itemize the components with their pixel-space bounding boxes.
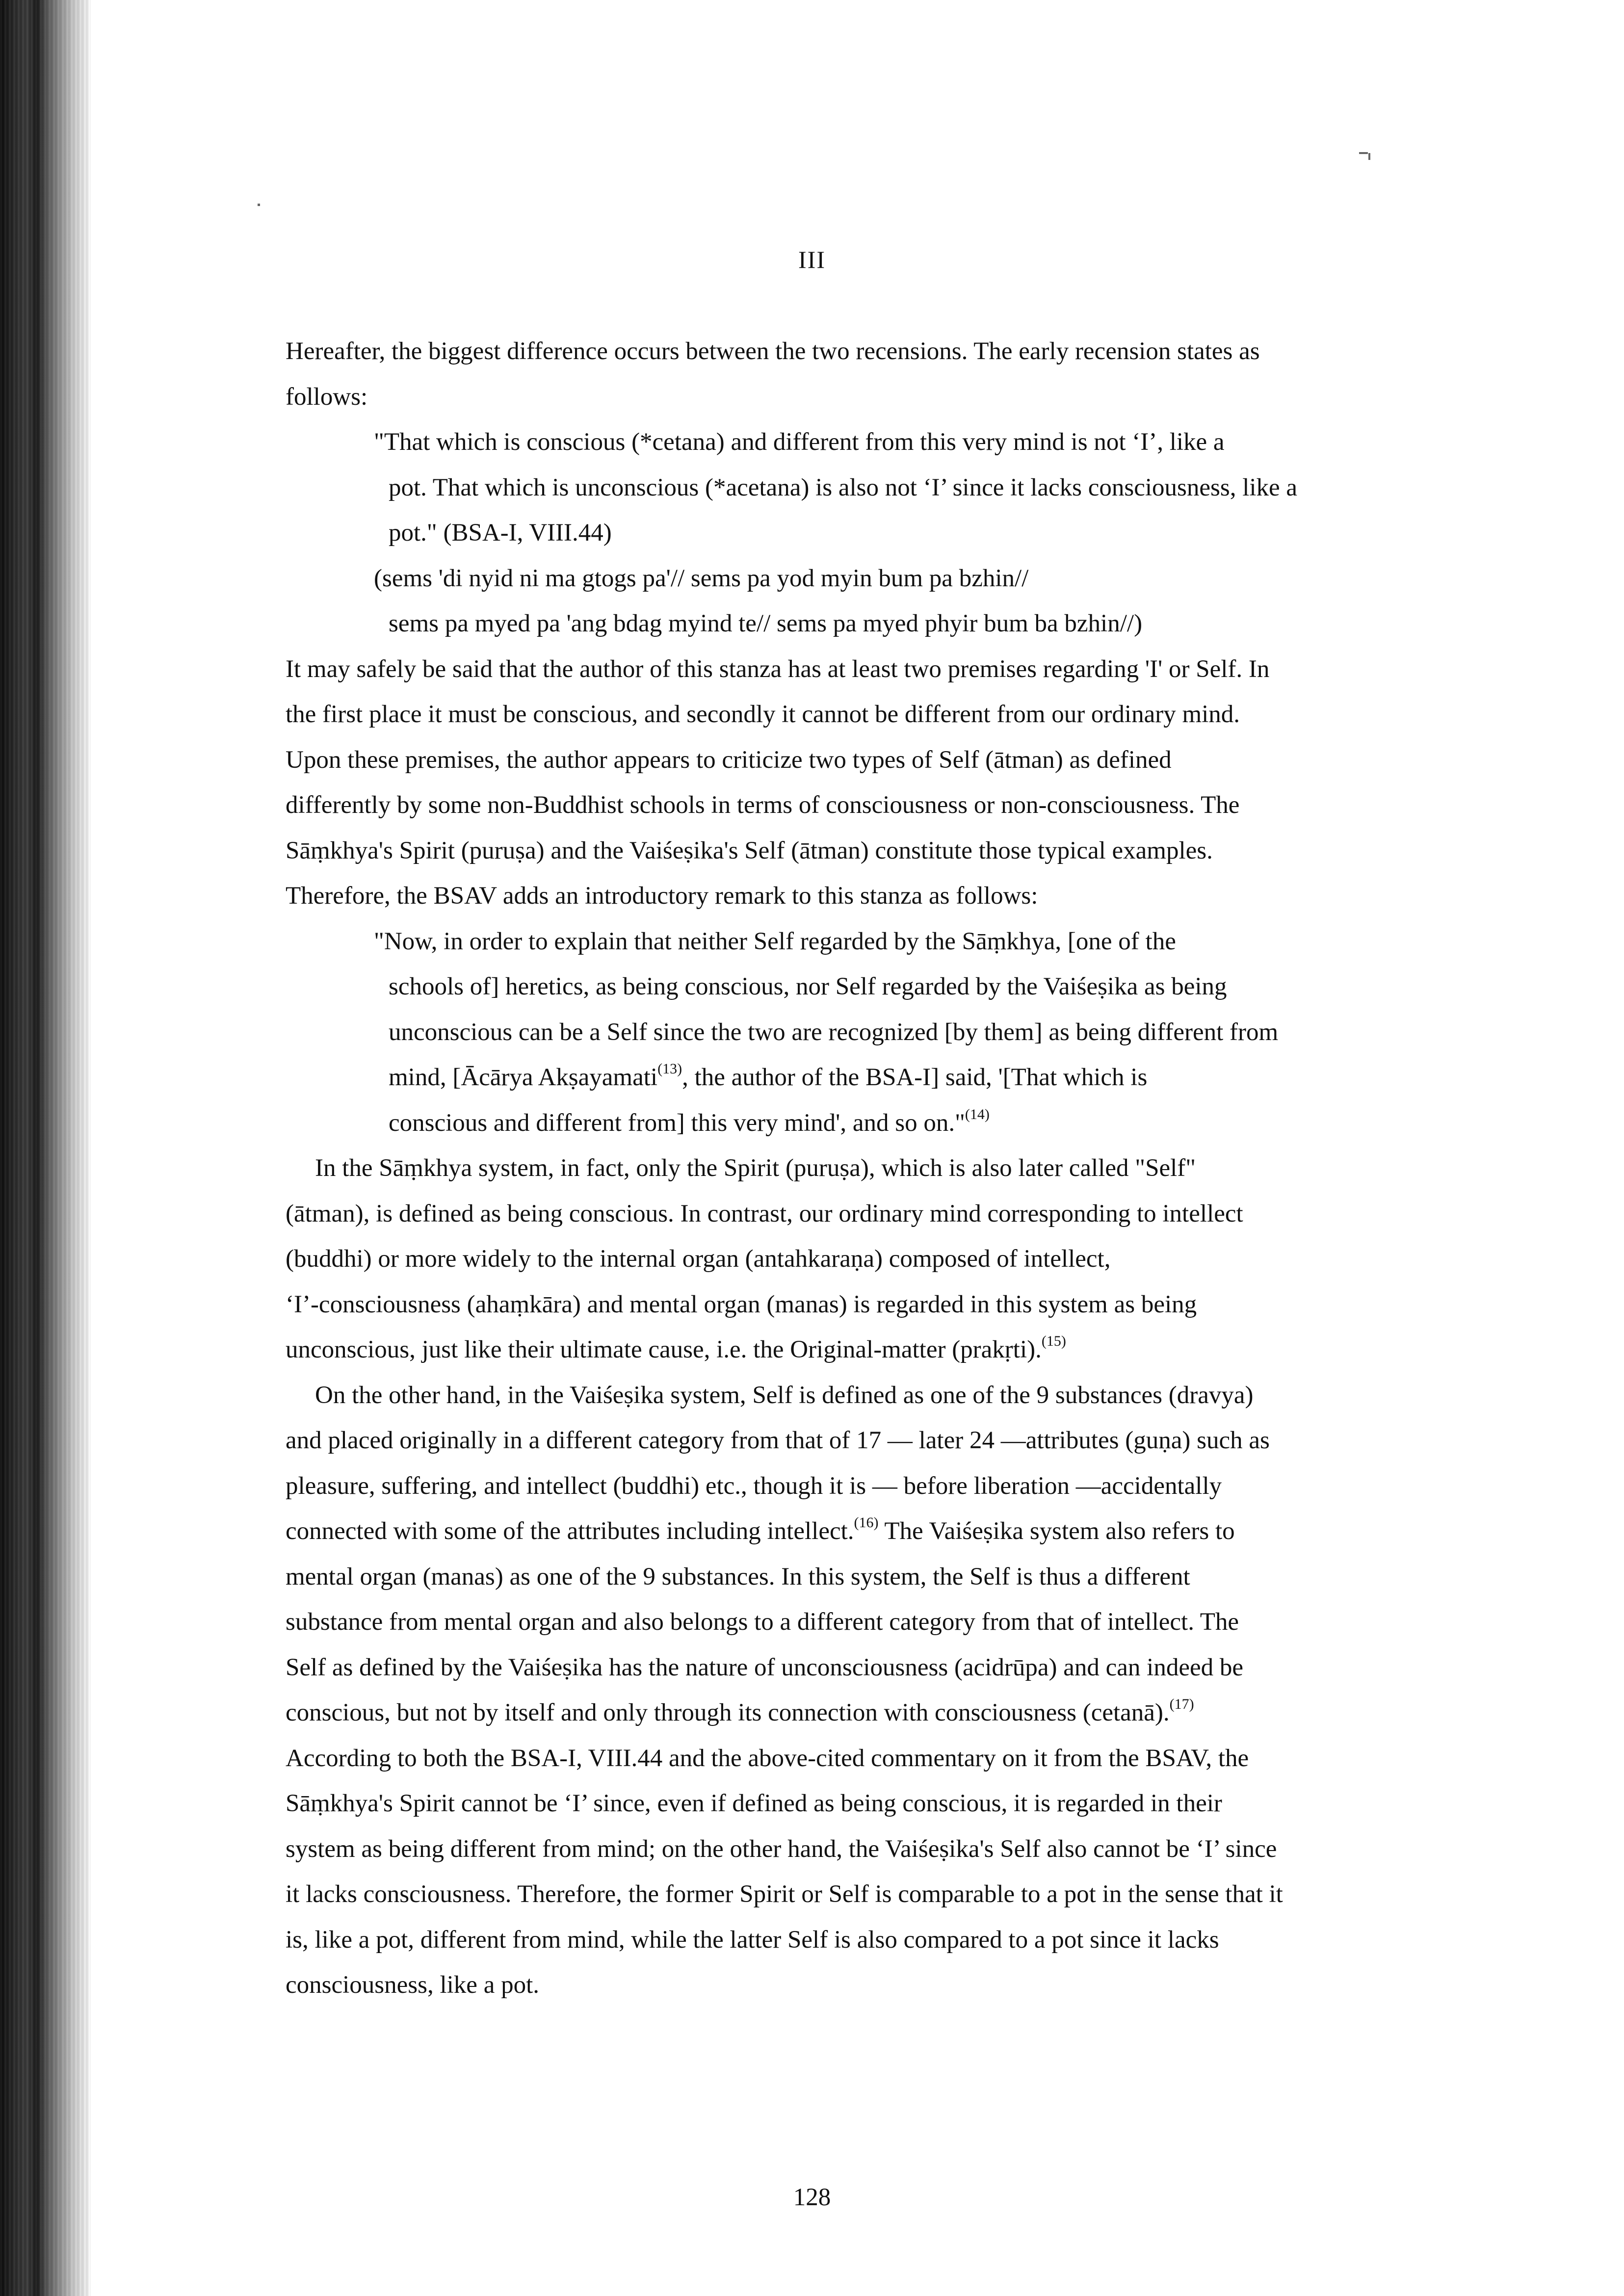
paragraph-samkhya (286, 1146, 1443, 1373)
footnote-ref: (14) (965, 1106, 990, 1122)
text-line: According to both the BSA-I, VIII.44 and the above-cited commentary on it from the BSAV, the (286, 1744, 1249, 1772)
text-line: and placed originally in a different category from that of 17 ― later 24 ―attributes (guṇa) such as (286, 1427, 1270, 1454)
text-line: Sāṃkhya's Spirit cannot be ‘I’ since, even if defined as being conscious, it is regarded in their (286, 1790, 1222, 1817)
text-line: pleasure, suffering, and intellect (buddhi) etc., though it is ― before liberation ―accidentally (286, 1472, 1222, 1500)
text-line: substance from mental organ and also belongs to a different category from that of intellect. The (286, 1608, 1239, 1636)
text-line: Therefore, the BSAV adds an introductory remark to this stanza as follows: (286, 882, 1038, 910)
page-body (286, 329, 1443, 2008)
text-span: unconscious, just like their ultimate cause, i.e. the Original-matter (prakṛti). (286, 1336, 1042, 1363)
text-line: Sāṃkhya's Spirit (puruṣa) and the Vaiśeṣika's Self (ātman) constitute those typical examples. (286, 836, 1213, 864)
text-span: connected with some of the attributes including intellect. (286, 1517, 854, 1545)
quote-bsav (286, 919, 1443, 1146)
text-line: mental organ (manas) as one of the 9 substances. In this system, the Self is thus a different (286, 1563, 1190, 1591)
text-span: conscious and different from] this very mind', and so on." (389, 1109, 965, 1137)
text-line: differently by some non-Buddhist schools in terms of consciousness or non-consciousness. The (286, 791, 1240, 819)
paragraph-premises (286, 647, 1443, 919)
text-span: The Vaiśeṣika system also refers to (878, 1517, 1235, 1545)
footnote-ref: (15) (1041, 1333, 1066, 1349)
text-span: conscious, but not by itself and only through its connection with consciousness (cetanā). (286, 1699, 1170, 1726)
text-line: ‘I’-consciousness (ahaṃkāra) and mental organ (manas) is regarded in this system as being (286, 1290, 1197, 1318)
scan-speck (258, 204, 260, 206)
scan-speck (1359, 152, 1368, 154)
text-line: (buddhi) or more widely to the internal organ (antahkaraṇa) composed of intellect, (286, 1245, 1111, 1273)
footnote-ref: (17) (1169, 1696, 1194, 1712)
text-line: is, like a pot, different from mind, while the latter Self is also compared to a pot since it lacks (286, 1926, 1219, 1954)
text-line (286, 1690, 1443, 1736)
paragraph-intro (286, 329, 1443, 419)
text-line: On the other hand, in the Vaiśeṣika system, Self is defined as one of the 9 substances (dravya) (315, 1381, 1254, 1409)
text-line: pot." (BSA-I, VIII.44) (389, 519, 612, 547)
text-line: sems pa myed pa 'ang bdag myind te// sems pa myed phyir bum ba bzhin//) (389, 610, 1143, 637)
text-line: Upon these premises, the author appears to criticize two types of Self (ātman) as defined (286, 746, 1172, 774)
text-line: consciousness, like a pot. (286, 1971, 539, 1999)
text-line: It may safely be said that the author of this stanza has at least two premises regarding 'I' or Self. In (286, 655, 1270, 683)
paragraph-vaisesika (286, 1373, 1443, 2008)
scan-binding-shadow (0, 0, 91, 2296)
text-line: follows: (286, 383, 368, 411)
text-span: , the author of the BSA-I] said, '[That which is (682, 1064, 1148, 1091)
text-line: (ātman), is defined as being conscious. In contrast, our ordinary mind corresponding to intellect (286, 1200, 1243, 1227)
text-line: pot. That which is unconscious (*acetana) is also not ‘I’ since it lacks consciousness, like a (389, 473, 1298, 501)
text-line: it lacks consciousness. Therefore, the former Spirit or Self is comparable to a pot in the sense that it (286, 1880, 1283, 1908)
text-line (286, 1100, 1443, 1146)
footnote-ref: (13) (657, 1061, 682, 1077)
text-line: "That which is conscious (*cetana) and different from this very mind is not ‘I’, like a (374, 428, 1225, 456)
quote-stanza (286, 419, 1443, 647)
text-span: mind, [Ācārya Akṣayamati (389, 1064, 658, 1091)
page-number: 128 (793, 2184, 831, 2211)
text-line (286, 1509, 1443, 1554)
text-line: schools of] heretics, as being conscious, nor Self regarded by the Vaiśeṣika as being (389, 973, 1227, 1000)
text-line: system as being different from mind; on the other hand, the Vaiśeṣika's Self also cannot be ‘I’ since (286, 1835, 1277, 1863)
text-line: unconscious can be a Self since the two are recognized [by them] as being different from (389, 1018, 1279, 1046)
text-line (286, 1327, 1443, 1373)
text-line: the first place it must be conscious, and secondly it cannot be different from our ordinary mind. (286, 701, 1240, 728)
text-line: Self as defined by the Vaiśeṣika has the nature of unconsciousness (acidrūpa) and can indeed be (286, 1653, 1243, 1681)
text-line (286, 1055, 1443, 1100)
text-line: "Now, in order to explain that neither Self regarded by the Sāṃkhya, [one of the (374, 927, 1176, 955)
footnote-ref: (16) (854, 1514, 879, 1531)
text-line: (sems 'di nyid ni ma gtogs pa'// sems pa yod myin bum pa bzhin// (374, 564, 1029, 592)
scan-speck (1368, 153, 1370, 160)
text-line: Hereafter, the biggest difference occurs between the two recensions. The early recension states as (286, 338, 1260, 365)
text-line: In the Sāṃkhya system, in fact, only the Spirit (puruṣa), which is also later called "Self" (315, 1154, 1196, 1182)
section-heading: III (798, 246, 826, 273)
